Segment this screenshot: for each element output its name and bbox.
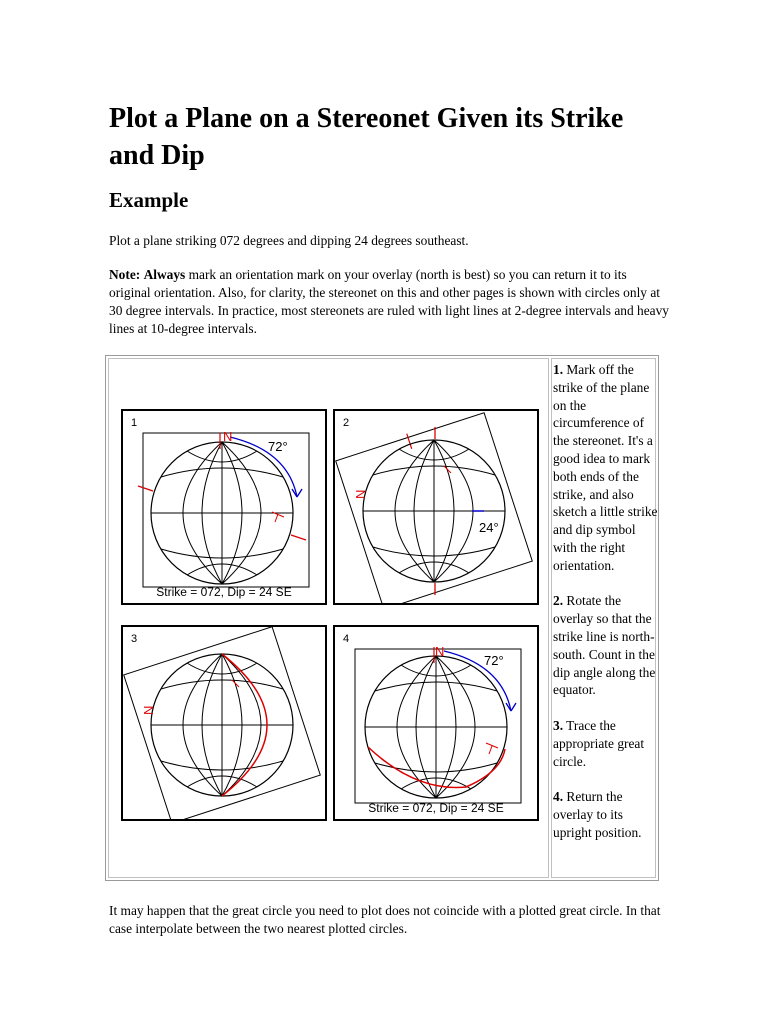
step-number: 4. (553, 789, 564, 805)
note-text: mark an orientation mark on your overlay (north is best) so you can return it to its original orientation. Also, for clarity, the stereonet on this and other pages is shown with circles only at 30 degree intervals. In practice, most stereonets are ruled with light lines at 2-degree intervals and heavy lines at 10-degree intervals. (109, 267, 669, 336)
stereonet-figure-1 (123, 411, 327, 605)
figure-2-panel (333, 409, 539, 605)
figure-3-panel (121, 625, 327, 821)
step-number: 3. (553, 717, 564, 733)
strike-dip-symbol (486, 743, 498, 754)
stereonet-net (363, 427, 505, 595)
figure-number: 3 (131, 633, 138, 645)
figure-number: 1 (131, 417, 138, 429)
page-title: Plot a Plane on a Stereonet Given its Strike and Dip (109, 103, 624, 171)
north-label: N (353, 489, 368, 499)
figure-caption: Strike = 072, Dip = 24 SE (156, 585, 292, 599)
figure-number: 4 (343, 633, 350, 645)
strike-mark-sw (138, 486, 153, 491)
stereonet-net (138, 433, 306, 584)
step-4 (553, 788, 661, 841)
angle-label: 72° (268, 439, 288, 454)
note-paragraph (109, 266, 669, 338)
angle-label: 72° (484, 653, 504, 668)
figure-1-panel (121, 409, 327, 605)
north-label: N (435, 644, 445, 659)
figure-caption: Strike = 072, Dip = 24 SE (368, 801, 504, 815)
step-1 (553, 361, 661, 575)
intro-paragraph: Plot a plane striking 072 degrees and dipping 24 degrees southeast. (109, 233, 469, 248)
step-number: 2. (553, 593, 564, 609)
step-number: 1. (553, 362, 564, 377)
figure-number: 2 (343, 417, 350, 429)
arrow-head (506, 703, 516, 711)
step-3 (553, 717, 661, 770)
stereonet-net (151, 654, 293, 796)
step-text: Mark off the strike of the plane on the circumference of the stereonet. It's a good idea to mark both ends of the strike, and also sketch a little strike and dip symbol with the right orientation. (553, 362, 658, 573)
arrow-head (292, 489, 302, 497)
angle-label: 24° (479, 520, 499, 535)
stereonet-net (365, 647, 516, 798)
step-text: Return the overlay to its upright position. (553, 789, 642, 840)
closing-paragraph: It may happen that the great circle you need to plot does not coincide with a plotted great circle. In that case interpolate between the two nearest plotted circles. (109, 903, 661, 936)
note-label: Note: (109, 267, 141, 282)
figure-4-panel (333, 625, 539, 821)
step-2 (553, 592, 661, 699)
stereonet-figure-4 (335, 627, 539, 821)
step-text: Rotate the overlay so that the strike line is north-south. Count in the dip angle along the equator. (553, 593, 656, 698)
north-label: N (223, 429, 233, 444)
north-tick (407, 434, 412, 449)
overlay-square (355, 649, 521, 803)
strike-mark-ne (291, 535, 306, 540)
stereonet-figure-3 (123, 627, 327, 821)
step-text: Trace the appropriate great circle. (553, 717, 645, 769)
section-heading: Example (109, 188, 189, 212)
steps-text (553, 361, 661, 842)
note-always: Always (143, 267, 186, 282)
north-label: N (141, 705, 156, 715)
stereonet-figure-2 (335, 411, 539, 605)
